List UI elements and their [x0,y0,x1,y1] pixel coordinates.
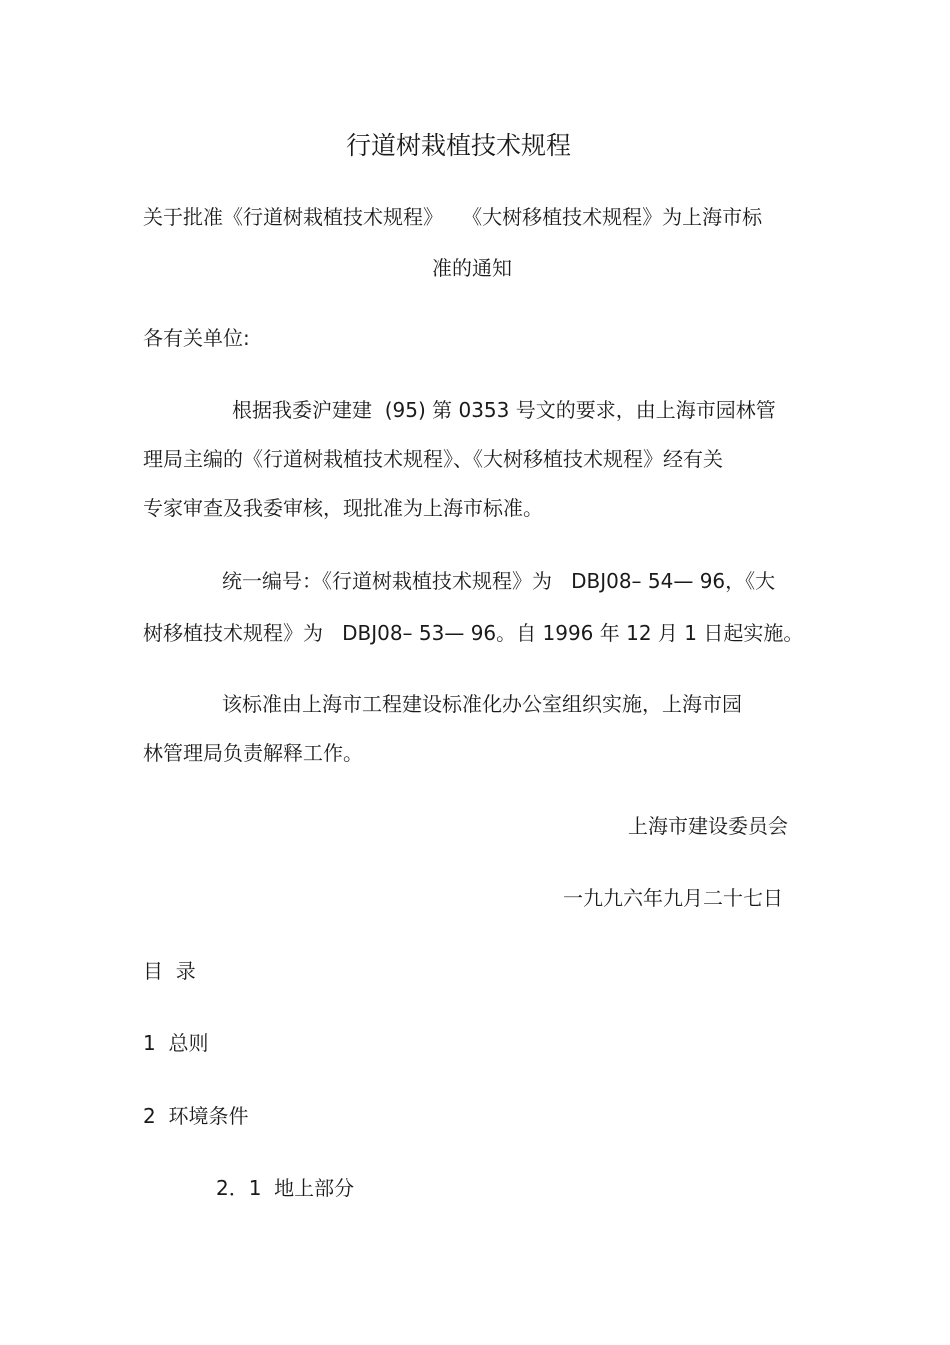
salutation: 各有关单位: [143,326,250,350]
signature-date: 一九九六年九月二十七日 [563,886,783,910]
paragraph-3-line-1: 该标准由上海市工程建设标准化办公室组织实施，上海市园 [222,692,742,716]
paragraph-2-line-1: 统一编号：《行道树栽植技术规程》为 DBJ08– 54— 96，《大 [222,569,776,593]
paragraph-1-line-1: 根据我委沪建建 (95) 第 0353 号文的要求，由上海市园林管 [232,398,776,422]
signature-issuer: 上海市建设委员会 [628,814,788,838]
notice-heading-line-1: 关于批准《行道树栽植技术规程》 《大树移植技术规程》为上海市标 [143,205,763,229]
toc-heading: 目 录 [143,959,196,983]
document-title: 行道树栽植技术规程 [346,131,572,160]
toc-item: 2 环境条件 [143,1104,249,1128]
paragraph-1-line-2: 理局主编的《行道树栽植技术规程》、《大树移植技术规程》经有关 [143,447,723,471]
toc-item: 2．1 地上部分 [216,1176,355,1200]
paragraph-3-line-2: 林管理局负责解释工作。 [143,741,363,765]
paragraph-1-line-3: 专家审查及我委审核，现批准为上海市标准。 [143,496,543,520]
notice-heading-line-2: 准的通知 [432,256,512,280]
toc-item: 1 总则 [143,1031,209,1055]
paragraph-2-line-2: 树移植技术规程》为 DBJ08– 53— 96。自 1996 年 12 月 1 日起实施。 [143,621,804,645]
